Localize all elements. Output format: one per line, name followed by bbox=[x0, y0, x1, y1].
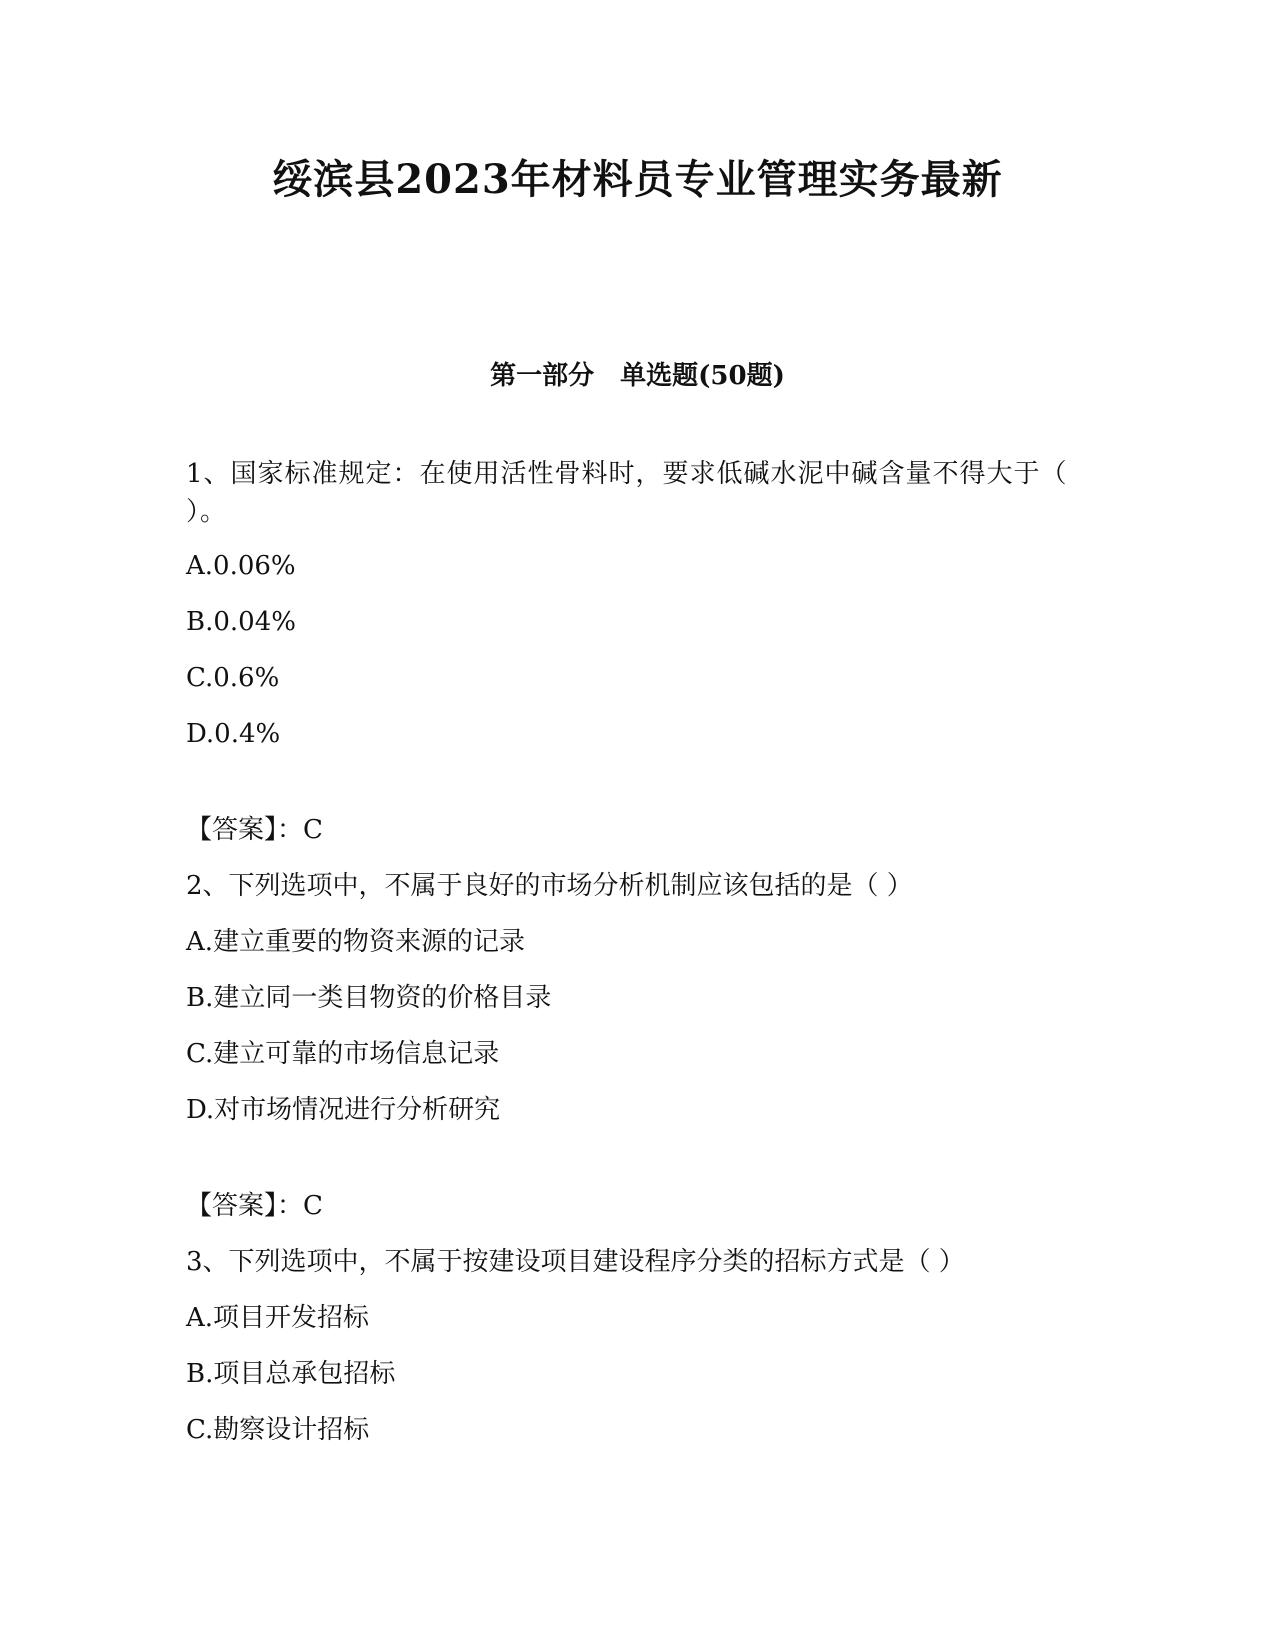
document-title: 绥滨县2023年材料员专业管理实务最新 bbox=[272, 156, 1003, 203]
question-1 bbox=[186, 455, 1086, 866]
question-3-option-c: C.勘察设计招标 bbox=[186, 1415, 370, 1445]
question-2-text: 2、下列选项中，不属于良好的市场分析机制应该包括的是（ ） bbox=[186, 871, 913, 901]
question-2-option-c: C.建立可靠的市场信息记录 bbox=[186, 1039, 500, 1069]
question-2-option-d: D.对市场情况进行分析研究 bbox=[186, 1095, 501, 1125]
question-1-option-a: A.0.06% bbox=[186, 551, 296, 581]
question-3 bbox=[186, 1242, 1086, 1450]
question-2-option-a: A.建立重要的物资来源的记录 bbox=[186, 927, 526, 957]
question-1-option-b: B.0.04% bbox=[186, 607, 296, 637]
question-2-option-b: B.建立同一类目物资的价格目录 bbox=[186, 983, 552, 1013]
question-2-answer bbox=[186, 1186, 1086, 1226]
answer-value: C bbox=[303, 815, 323, 845]
question-list bbox=[186, 455, 1086, 1450]
question-1-option-d: D.0.4% bbox=[186, 719, 281, 749]
question-3-option-a: A.项目开发招标 bbox=[186, 1303, 370, 1333]
question-1-answer bbox=[186, 810, 1086, 850]
question-3-option-b: B.项目总承包招标 bbox=[186, 1359, 396, 1389]
answer-label: 【答案】： bbox=[186, 1191, 304, 1221]
section-heading: 第一部分 单选题(50题) bbox=[490, 361, 785, 391]
question-1-text: 1、国家标准规定：在使用活性骨料时，要求低碱水泥中碱含量不得大于（ ）。 bbox=[186, 459, 1068, 527]
answer-value: C bbox=[303, 1191, 323, 1221]
question-2 bbox=[186, 866, 1086, 1242]
question-3-text: 3、下列选项中，不属于按建设项目建设程序分类的招标方式是（ ） bbox=[186, 1247, 965, 1277]
answer-label: 【答案】： bbox=[186, 815, 304, 845]
question-1-option-c: C.0.6% bbox=[186, 663, 280, 693]
